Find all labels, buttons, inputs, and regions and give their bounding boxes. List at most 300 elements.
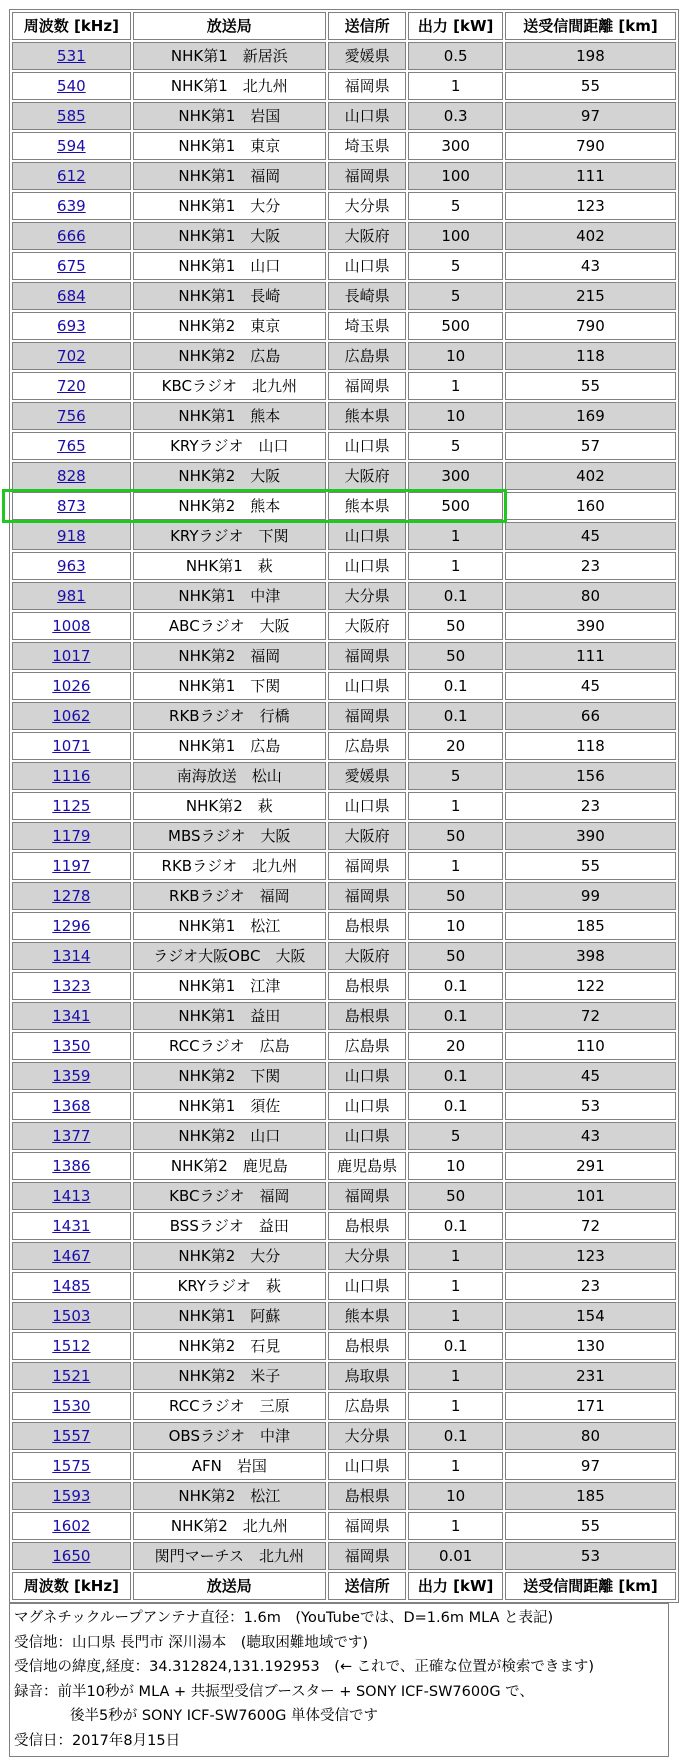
transmitter-cell: 山口県 [328,552,406,580]
distance-cell: 390 [505,822,676,850]
power-cell: 20 [408,732,503,760]
frequency-link[interactable]: 1431 [52,1217,91,1235]
frequency-link[interactable]: 1296 [52,917,91,935]
table-row [12,972,676,1000]
station-cell: BSSラジオ 益田 [133,1212,326,1240]
station-cell: NHK第2 広島 [133,342,326,370]
transmitter-cell: 島根県 [328,1212,406,1240]
frequency-link[interactable]: 1314 [52,947,91,965]
distance-cell: 169 [505,402,676,430]
frequency-link[interactable]: 1323 [52,977,91,995]
power-cell: 1 [408,1452,503,1480]
station-cell: OBSラジオ 中津 [133,1422,326,1450]
frequency-link[interactable]: 1359 [52,1067,91,1085]
transmitter-cell: 愛媛県 [328,762,406,790]
distance-cell: 55 [505,1512,676,1540]
note-recording: 録音：前半10秒が MLA + 共振型受信ブースター + SONY ICF-SW7600G で、 [14,1683,534,1700]
frequency-link[interactable]: 1503 [52,1307,91,1325]
table-row [12,852,676,880]
frequency-link[interactable]: 1413 [52,1187,91,1205]
station-cell: NHK第2 熊本 [133,492,326,520]
power-cell: 0.01 [408,1542,503,1570]
frequency-cell [12,1032,131,1060]
station-cell: NHK第2 萩 [133,792,326,820]
frequency-cell [12,342,131,370]
table-row [12,1452,676,1480]
frequency-cell [12,972,131,1000]
power-cell: 50 [408,942,503,970]
table-row [12,1092,676,1120]
station-cell: NHK第1 萩 [133,552,326,580]
power-cell: 300 [408,462,503,490]
distance-cell: 53 [505,1092,676,1120]
power-cell: 500 [408,312,503,340]
frequency-link[interactable]: 684 [57,287,86,305]
frequency-link[interactable]: 963 [57,557,86,575]
table-row [12,1272,676,1300]
frequency-link[interactable]: 720 [57,377,86,395]
distance-cell: 45 [505,1062,676,1090]
power-cell: 0.1 [408,582,503,610]
transmitter-cell: 山口県 [328,252,406,280]
frequency-link[interactable]: 666 [57,227,86,245]
table-row [12,252,676,280]
frequency-link[interactable]: 540 [57,77,86,95]
frequency-link[interactable]: 1521 [52,1367,91,1385]
header-station: 放送局 [133,12,326,40]
note-antenna: マグネチックループアンテナ直径：1.6m (YouTubeでは、D=1.6m MLA と表記) [14,1610,554,1626]
table-row [12,612,676,640]
frequency-link[interactable]: 702 [57,347,86,365]
transmitter-cell: 熊本県 [328,492,406,520]
station-cell: MBSラジオ 大阪 [133,822,326,850]
station-cell: KBCラジオ 福岡 [133,1182,326,1210]
frequency-link[interactable]: 1650 [52,1547,91,1565]
distance-cell: 53 [505,1542,676,1570]
transmitter-cell: 山口県 [328,1452,406,1480]
frequency-link[interactable]: 1179 [52,827,91,845]
frequency-cell [12,252,131,280]
frequency-cell [12,552,131,580]
power-cell: 0.1 [408,702,503,730]
frequency-cell [12,162,131,190]
frequency-cell [12,192,131,220]
frequency-link[interactable]: 1575 [52,1457,91,1475]
distance-cell: 43 [505,252,676,280]
table-row [12,1392,676,1420]
transmitter-cell: 福岡県 [328,702,406,730]
frequency-link[interactable]: 1377 [52,1127,91,1145]
frequency-link[interactable]: 765 [57,437,86,455]
transmitter-cell: 大分県 [328,1422,406,1450]
frequency-cell [12,1332,131,1360]
table-row [12,672,676,700]
power-cell: 20 [408,1032,503,1060]
transmitter-cell: 広島県 [328,732,406,760]
transmitter-cell: 山口県 [328,672,406,700]
power-cell: 0.1 [408,1422,503,1450]
frequency-cell [12,1452,131,1480]
power-cell: 1 [408,1392,503,1420]
transmitter-cell: 広島県 [328,1392,406,1420]
frequency-cell [12,1242,131,1270]
distance-cell: 390 [505,612,676,640]
station-table [9,9,679,1603]
station-cell: RKBラジオ 行橋 [133,702,326,730]
station-cell: NHK第1 広島 [133,732,326,760]
distance-cell: 55 [505,72,676,100]
station-cell: NHK第1 須佐 [133,1092,326,1120]
transmitter-cell: 大阪府 [328,942,406,970]
power-cell: 0.1 [408,672,503,700]
table-row [12,1152,676,1180]
frequency-cell [12,1122,131,1150]
table-row [12,72,676,100]
distance-cell: 23 [505,552,676,580]
note-location: 受信地：山口県 長門市 深川湯本 (聴取困難地域です) [14,1634,369,1651]
table-row [12,342,676,370]
transmitter-cell: 愛媛県 [328,42,406,70]
station-cell: NHK第1 岩国 [133,102,326,130]
frequency-cell [12,882,131,910]
station-cell: NHK第2 山口 [133,1122,326,1150]
table-row [12,1122,676,1150]
note-coordinates: 受信地の緯度,経度：34.312824,131.192953 (← これで、正確な位置が検索できます) [14,1659,595,1675]
power-cell: 500 [408,492,503,520]
power-cell: 10 [408,912,503,940]
transmitter-cell: 広島県 [328,1032,406,1060]
transmitter-cell: 山口県 [328,1122,406,1150]
distance-cell: 43 [505,1122,676,1150]
station-cell: 南海放送 松山 [133,762,326,790]
distance-cell: 97 [505,1452,676,1480]
distance-cell: 154 [505,1302,676,1330]
distance-cell: 72 [505,1212,676,1240]
power-cell: 50 [408,822,503,850]
distance-cell: 80 [505,1422,676,1450]
frequency-link[interactable]: 1071 [52,737,91,755]
station-cell: AFN 岩国 [133,1452,326,1480]
frequency-cell [12,822,131,850]
power-cell: 300 [408,132,503,160]
station-cell: NHK第1 大分 [133,192,326,220]
table-row [12,1032,676,1060]
distance-cell: 171 [505,1392,676,1420]
frequency-link[interactable]: 756 [57,407,86,425]
station-cell: NHK第2 大分 [133,1242,326,1270]
frequency-link[interactable]: 1350 [52,1037,91,1055]
table-row [12,552,676,580]
table-row [12,282,676,310]
frequency-cell [12,1092,131,1120]
frequency-cell [12,732,131,760]
transmitter-cell: 大分県 [328,1242,406,1270]
frequency-link[interactable]: 1008 [52,617,91,635]
frequency-cell [12,1422,131,1450]
distance-cell: 80 [505,582,676,610]
frequency-cell [12,1152,131,1180]
frequency-cell [12,1392,131,1420]
frequency-link[interactable]: 873 [57,497,86,515]
power-cell: 0.1 [408,972,503,1000]
transmitter-cell: 長崎県 [328,282,406,310]
frequency-cell [12,402,131,430]
frequency-link[interactable]: 693 [57,317,86,335]
frequency-link[interactable]: 585 [57,107,86,125]
distance-cell: 185 [505,1482,676,1510]
footer-header-station: 放送局 [133,1572,326,1600]
distance-cell: 130 [505,1332,676,1360]
transmitter-cell: 福岡県 [328,162,406,190]
station-cell: RKBラジオ 北九州 [133,852,326,880]
power-cell: 1 [408,852,503,880]
frequency-link[interactable]: 1485 [52,1277,91,1295]
power-cell: 10 [408,1482,503,1510]
transmitter-cell: 山口県 [328,1062,406,1090]
frequency-link[interactable]: 1026 [52,677,91,695]
distance-cell: 398 [505,942,676,970]
frequency-cell [12,72,131,100]
table-row [12,462,676,490]
table-row [12,222,676,250]
station-cell: NHK第1 大阪 [133,222,326,250]
table-row [12,192,676,220]
station-cell: NHK第2 石見 [133,1332,326,1360]
power-cell: 1 [408,72,503,100]
station-cell: NHK第1 江津 [133,972,326,1000]
footer-header-power: 出力 [kW] [408,1572,503,1600]
station-cell: RKBラジオ 福岡 [133,882,326,910]
frequency-cell [12,312,131,340]
station-cell: ABCラジオ 大阪 [133,612,326,640]
table-row [12,42,676,70]
transmitter-cell: 山口県 [328,102,406,130]
table-row [12,942,676,970]
transmitter-cell: 福岡県 [328,1542,406,1570]
station-cell: NHK第1 新居浜 [133,42,326,70]
frequency-link[interactable]: 1116 [52,767,91,785]
table-row [12,1482,676,1510]
frequency-link[interactable]: 1341 [52,1007,91,1025]
frequency-link[interactable]: 918 [57,527,86,545]
frequency-cell [12,1542,131,1570]
transmitter-cell: 埼玉県 [328,312,406,340]
station-cell: NHK第1 福岡 [133,162,326,190]
transmitter-cell: 福岡県 [328,1512,406,1540]
transmitter-cell: 福岡県 [328,642,406,670]
table-row [12,1422,676,1450]
frequency-cell [12,942,131,970]
station-cell: NHK第2 松江 [133,1482,326,1510]
station-cell: NHK第2 鹿児島 [133,1152,326,1180]
frequency-cell [12,762,131,790]
table-row [12,132,676,160]
transmitter-cell: 福岡県 [328,882,406,910]
table-row [12,912,676,940]
distance-cell: 23 [505,792,676,820]
distance-cell: 101 [505,1182,676,1210]
power-cell: 100 [408,162,503,190]
power-cell: 10 [408,402,503,430]
frequency-cell [12,912,131,940]
station-cell: NHK第1 下関 [133,672,326,700]
header-power: 出力 [kW] [408,12,503,40]
transmitter-cell: 大阪府 [328,462,406,490]
power-cell: 1 [408,1512,503,1540]
distance-cell: 790 [505,312,676,340]
table-row [12,522,676,550]
distance-cell: 790 [505,132,676,160]
frequency-cell [12,132,131,160]
power-cell: 100 [408,222,503,250]
distance-cell: 99 [505,882,676,910]
table-row [12,1212,676,1240]
station-cell: 関門マーチス 北九州 [133,1542,326,1570]
footer-header-transmitter: 送信所 [328,1572,406,1600]
frequency-link[interactable]: 1512 [52,1337,91,1355]
frequency-link[interactable]: 1278 [52,887,91,905]
table-row [12,642,676,670]
frequency-cell [12,1512,131,1540]
distance-cell: 402 [505,222,676,250]
power-cell: 5 [408,1122,503,1150]
table-row [12,402,676,430]
power-cell: 0.1 [408,1212,503,1240]
table-row [12,822,676,850]
footer-header-row [12,1572,676,1600]
distance-cell: 231 [505,1362,676,1390]
station-cell: NHK第2 東京 [133,312,326,340]
table-row [12,1362,676,1390]
distance-cell: 123 [505,1242,676,1270]
frequency-link[interactable]: 1602 [52,1517,91,1535]
station-cell: RCCラジオ 三原 [133,1392,326,1420]
power-cell: 50 [408,642,503,670]
table-row [12,1302,676,1330]
note-date: 受信日：2017年8月15日 [14,1732,181,1749]
transmitter-cell: 広島県 [328,342,406,370]
page-content [9,9,679,1757]
distance-cell: 72 [505,1002,676,1030]
frequency-link[interactable]: 1467 [52,1247,91,1265]
power-cell: 5 [408,282,503,310]
power-cell: 1 [408,1302,503,1330]
transmitter-cell: 島根県 [328,1332,406,1360]
distance-cell: 45 [505,522,676,550]
transmitter-cell: 島根県 [328,972,406,1000]
transmitter-cell: 島根県 [328,1482,406,1510]
frequency-cell [12,522,131,550]
distance-cell: 118 [505,732,676,760]
frequency-cell [12,642,131,670]
distance-cell: 156 [505,762,676,790]
frequency-link[interactable]: 531 [57,47,86,65]
transmitter-cell: 福岡県 [328,72,406,100]
table-row [12,432,676,460]
frequency-link[interactable]: 594 [57,137,86,155]
transmitter-cell: 熊本県 [328,402,406,430]
station-cell: RCCラジオ 広島 [133,1032,326,1060]
frequency-cell [12,582,131,610]
frequency-link[interactable]: 1530 [52,1397,91,1415]
station-cell: NHK第2 北九州 [133,1512,326,1540]
frequency-cell [12,432,131,460]
frequency-cell [12,1212,131,1240]
transmitter-cell: 大分県 [328,192,406,220]
transmitter-cell: 大阪府 [328,612,406,640]
table-row [12,1512,676,1540]
distance-cell: 45 [505,672,676,700]
power-cell: 0.1 [408,1062,503,1090]
frequency-link[interactable]: 639 [57,197,86,215]
frequency-link[interactable]: 1017 [52,647,91,665]
power-cell: 0.3 [408,102,503,130]
transmitter-cell: 山口県 [328,1272,406,1300]
station-cell: KRYラジオ 下関 [133,522,326,550]
power-cell: 1 [408,1272,503,1300]
power-cell: 0.1 [408,1332,503,1360]
transmitter-cell: 鹿児島県 [328,1152,406,1180]
power-cell: 0.5 [408,42,503,70]
frequency-cell [12,852,131,880]
table-row [12,582,676,610]
frequency-link[interactable]: 828 [57,467,86,485]
frequency-link[interactable]: 1593 [52,1487,91,1505]
frequency-link[interactable]: 1125 [52,797,91,815]
frequency-link[interactable]: 612 [57,167,86,185]
transmitter-cell: 山口県 [328,1092,406,1120]
distance-cell: 66 [505,702,676,730]
frequency-cell [12,1302,131,1330]
power-cell: 10 [408,1152,503,1180]
power-cell: 0.1 [408,1002,503,1030]
station-cell: NHK第1 阿蘇 [133,1302,326,1330]
transmitter-cell: 山口県 [328,432,406,460]
distance-cell: 402 [505,462,676,490]
frequency-link[interactable]: 675 [57,257,86,275]
distance-cell: 185 [505,912,676,940]
frequency-link[interactable]: 1386 [52,1157,91,1175]
frequency-link[interactable]: 1368 [52,1097,91,1115]
footer-header-frequency: 周波数 [kHz] [12,1572,131,1600]
table-row [12,702,676,730]
distance-cell: 57 [505,432,676,460]
power-cell: 1 [408,522,503,550]
table-row [12,312,676,340]
frequency-link[interactable]: 1062 [52,707,91,725]
frequency-link[interactable]: 1197 [52,857,91,875]
station-cell: NHK第1 長崎 [133,282,326,310]
station-cell: NHK第1 東京 [133,132,326,160]
table-row [12,732,676,760]
distance-cell: 111 [505,642,676,670]
frequency-cell [12,102,131,130]
power-cell: 1 [408,792,503,820]
frequency-link[interactable]: 981 [57,587,86,605]
table-row [12,1242,676,1270]
power-cell: 1 [408,1362,503,1390]
frequency-cell [12,1182,131,1210]
table-row [12,792,676,820]
footer-header-distance: 送受信間距離 [km] [505,1572,676,1600]
frequency-link[interactable]: 1557 [52,1427,91,1445]
distance-cell: 291 [505,1152,676,1180]
station-cell: NHK第1 松江 [133,912,326,940]
station-cell: ラジオ大阪OBC 大阪 [133,942,326,970]
transmitter-cell: 山口県 [328,522,406,550]
frequency-cell [12,492,131,520]
power-cell: 1 [408,372,503,400]
